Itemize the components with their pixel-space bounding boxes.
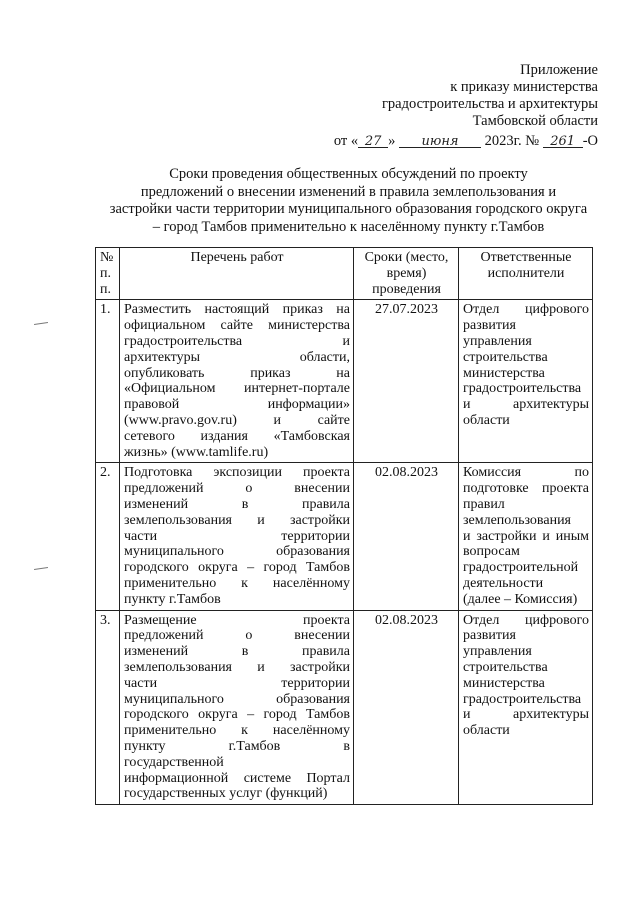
work-line: муниципального образования <box>124 691 350 707</box>
executor-line: министерства <box>463 365 545 381</box>
order-suffix: -О <box>582 133 598 149</box>
order-mid: » <box>388 133 396 149</box>
work-line: градостроительства и <box>124 333 350 349</box>
work-line: применительно к населённому <box>124 723 350 739</box>
work-line: землепользования и застройки <box>124 512 350 528</box>
executor-line: развития <box>463 628 516 644</box>
header-term <box>354 248 459 300</box>
executor-line: градостроительной <box>463 560 579 576</box>
executor-line: области <box>463 412 510 428</box>
work-line: городского округа – город Тамбов <box>124 707 350 723</box>
header-exec-line: исполнители <box>487 265 565 281</box>
title-line: – город Тамбов применительно к населённому пункту г.Тамбов <box>152 218 545 235</box>
responsible-executor <box>459 610 593 805</box>
header-term-line: проведения <box>372 281 441 297</box>
executor-line: градостроительства <box>463 691 582 707</box>
executor-line: управления <box>463 644 532 660</box>
table-row <box>96 300 593 463</box>
work-line: архитектуры области, <box>124 349 350 365</box>
executor-line: и архитектуры <box>463 397 589 413</box>
executor-line: министерства <box>463 675 545 691</box>
executor-line: правил <box>463 496 505 512</box>
work-line: пункту г.Тамбов в <box>124 738 350 754</box>
work-line: официальном сайте министерства <box>124 318 350 334</box>
work-line: опубликовать приказ на <box>124 365 350 381</box>
executor-line: Отдел цифрового <box>463 612 589 628</box>
work-line: предложений о внесении <box>124 628 350 644</box>
order-month-field <box>399 133 481 148</box>
executor-line: строительства <box>463 349 548 365</box>
work-deadline: 02.08.2023 <box>354 463 459 610</box>
work-line: городского округа – город Тамбов <box>124 560 350 576</box>
work-line: пункту г.Тамбов <box>124 591 221 607</box>
appendix-line: Тамбовской области <box>472 113 598 129</box>
header-work: Перечень работ <box>120 248 354 300</box>
appendix-header <box>382 62 598 130</box>
executor-line: градостроительства <box>463 381 582 397</box>
header-exec-line: Ответственные <box>480 250 572 265</box>
executor-line: и застройки и иным <box>463 528 589 544</box>
executor-line: и архитектуры <box>463 707 589 723</box>
appendix-line: Приложение <box>520 62 598 78</box>
work-line: «Официальном интернет-портале <box>124 381 350 397</box>
work-line: предложений о внесении <box>124 481 350 497</box>
title-line: Сроки проведения общественных обсуждений по проекту <box>169 166 528 182</box>
works-table <box>95 247 593 805</box>
order-month-handwritten: июня <box>421 134 459 149</box>
work-line: Подготовка экспозиции проекта <box>124 465 350 481</box>
table-row <box>96 610 593 805</box>
row-number: 1. <box>96 300 120 463</box>
order-number-field <box>543 133 583 148</box>
order-year: 2023г. № <box>484 133 540 149</box>
header-term-line: Сроки (место, <box>364 250 449 265</box>
work-line: части территории <box>124 675 350 691</box>
work-line: муниципального образования <box>124 544 350 560</box>
table-header-row <box>96 248 593 300</box>
work-line: информационной системе Портал <box>124 770 350 786</box>
executor-line: развития <box>463 318 516 334</box>
header-num <box>96 248 120 300</box>
header-num-line: п. <box>100 265 111 281</box>
header-term-line: время) <box>386 265 427 281</box>
order-reference <box>334 133 598 150</box>
scan-artifact <box>34 322 48 325</box>
work-line: правовой информации» <box>124 397 350 413</box>
work-line: государственной <box>124 754 224 770</box>
work-line: жизнь» (www.tamlife.ru) <box>124 444 269 460</box>
executor-line: области <box>463 723 510 739</box>
row-number: 3. <box>96 610 120 805</box>
work-line: изменений в правила <box>124 644 350 660</box>
work-line: изменений в правила <box>124 496 350 512</box>
work-line: государственных услуг (функций) <box>124 786 328 802</box>
executor-line: землепользования <box>463 512 571 528</box>
document-title <box>96 166 601 236</box>
title-line: застройки части территории муниципального образования городского округа <box>109 201 588 217</box>
row-number: 2. <box>96 463 120 610</box>
work-description <box>120 610 354 805</box>
responsible-executor <box>459 463 593 610</box>
order-day-field <box>358 133 388 148</box>
executor-line: управления <box>463 333 532 349</box>
executor-line: Отдел цифрового <box>463 302 589 318</box>
work-line: Размещение проекта <box>124 612 350 628</box>
header-num-line: № <box>100 250 114 265</box>
work-deadline: 02.08.2023 <box>354 610 459 805</box>
executor-line: деятельности <box>463 575 544 591</box>
executor-line: Комиссия по <box>463 465 589 481</box>
work-line: применительно к населённому <box>124 575 350 591</box>
appendix-line: к приказу министерства <box>450 79 598 95</box>
header-exec <box>459 248 593 300</box>
order-number-handwritten: 261 <box>550 134 576 149</box>
executor-line: подготовке проекта <box>463 481 589 497</box>
table-body <box>96 300 593 805</box>
table-row <box>96 463 593 610</box>
work-line: сетевого издания «Тамбовская <box>124 428 350 444</box>
responsible-executor <box>459 300 593 463</box>
work-line: части территории <box>124 528 350 544</box>
work-description <box>120 463 354 610</box>
scan-artifact <box>34 567 48 570</box>
order-day-handwritten: 27 <box>364 134 382 149</box>
work-line: землепользования и застройки <box>124 659 350 675</box>
executor-line: строительства <box>463 659 548 675</box>
executor-line: (далее – Комиссия) <box>463 591 578 607</box>
order-prefix: от « <box>333 133 359 149</box>
work-line: (www.pravo.gov.ru) и сайте <box>124 412 350 428</box>
work-description <box>120 300 354 463</box>
work-line: Разместить настоящий приказ на <box>124 302 350 318</box>
executor-line: вопросам <box>463 544 520 560</box>
appendix-line: градостроительства и архитектуры <box>381 96 598 112</box>
title-line: предложений о внесении изменений в правила землепользования и <box>140 183 557 200</box>
work-deadline: 27.07.2023 <box>354 300 459 463</box>
header-num-line: п. <box>100 281 111 297</box>
